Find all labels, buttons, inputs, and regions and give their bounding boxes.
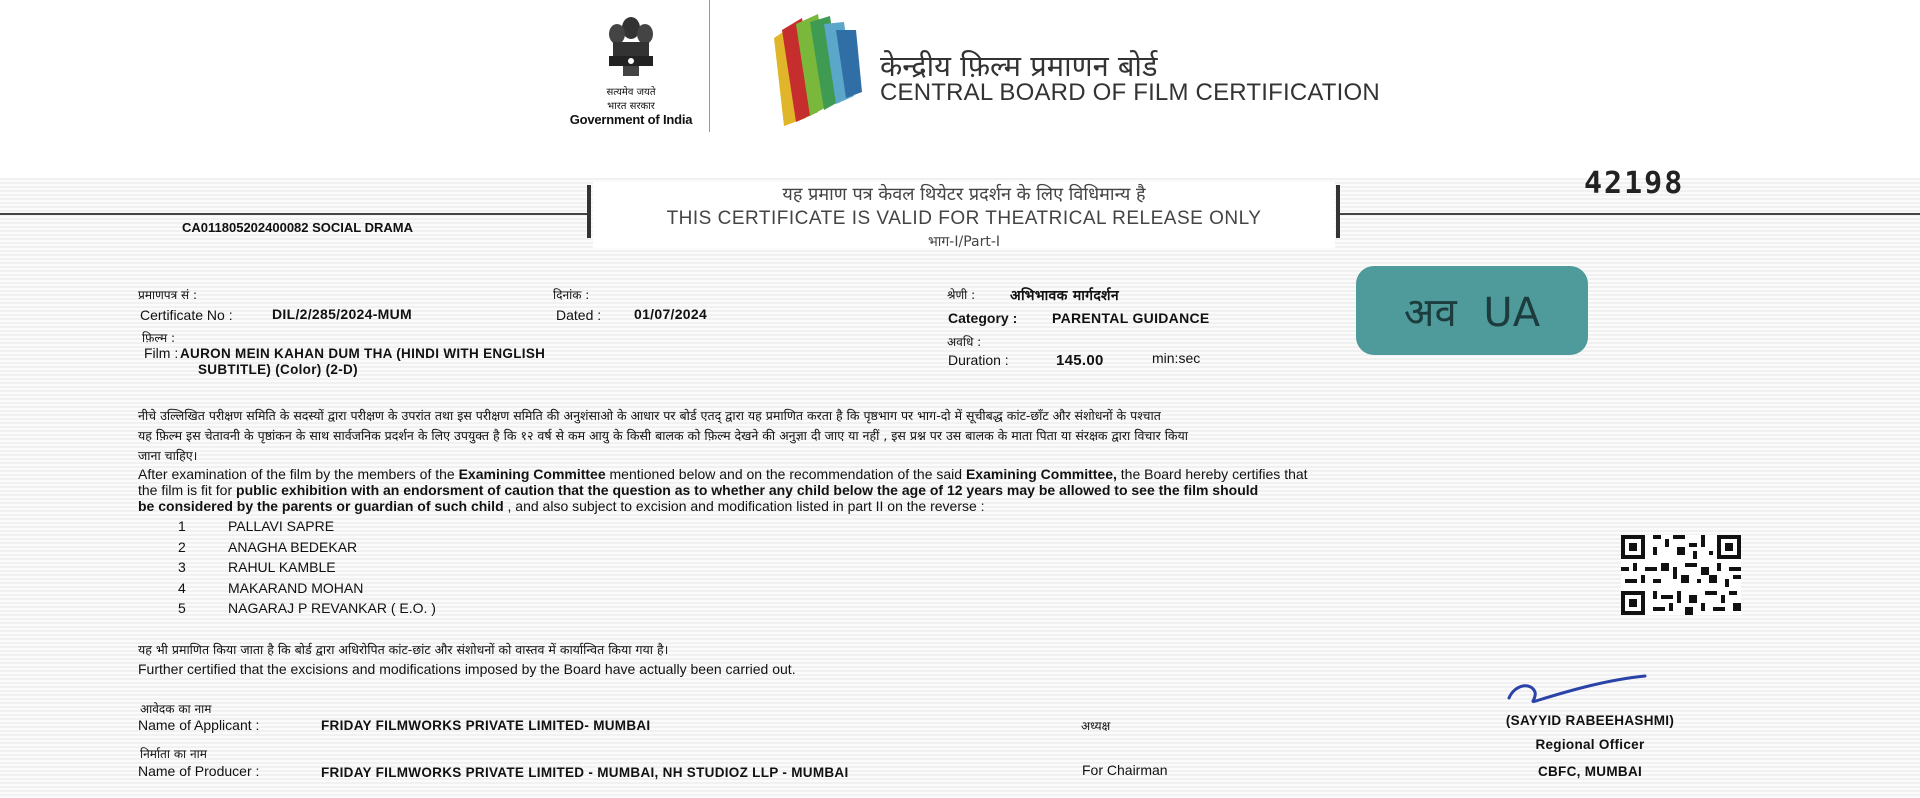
rule-right xyxy=(1338,213,1920,215)
certification-english xyxy=(138,466,1720,514)
chairman-english: For Chairman xyxy=(1082,762,1168,778)
validity-part: भाग-I/Part-I xyxy=(927,234,1001,250)
reference-line: CA011805202400082 SOCIAL DRAMA xyxy=(182,220,413,235)
list-item xyxy=(178,600,436,621)
list-item xyxy=(178,518,436,539)
board-name-english: CENTRAL BOARD OF FILM CERTIFICATION xyxy=(880,79,1380,106)
qr-code-icon xyxy=(1621,534,1741,616)
date-label: Dated : xyxy=(556,307,602,323)
cert-en-3a: be considered by the parents or guardian of such child xyxy=(138,498,504,514)
film-title-line1: AURON MEIN KAHAN DUM THA (HINDI WITH ENGLISH xyxy=(180,346,546,361)
producer-label: Name of Producer : xyxy=(138,763,260,779)
government-emblem xyxy=(566,12,696,127)
member-name: NAGARAJ P REVANKAR ( E.O. ) xyxy=(228,600,436,616)
category-value: PARENTAL GUIDANCE xyxy=(1052,310,1210,326)
category-label-hindi: श्रेणी : xyxy=(947,288,976,302)
duration-label: Duration : xyxy=(948,352,1009,368)
cert-en-1d: Examining Committee, xyxy=(965,466,1117,482)
certification-hindi-line3: जाना चाहिए। xyxy=(138,448,198,463)
validity-box xyxy=(593,182,1335,248)
further-certified-english: Further certified that the excisions and modifications imposed by the Board have actually been carried out. xyxy=(138,661,796,677)
signature-icon xyxy=(1505,670,1665,710)
member-name: RAHUL KAMBLE xyxy=(228,559,336,575)
date-value: 01/07/2024 xyxy=(634,306,708,322)
member-number: 1 xyxy=(178,518,186,534)
certificate-serial: 42198 xyxy=(1584,166,1685,201)
duration-unit: min:sec xyxy=(1152,350,1201,366)
certification-hindi-line1: नीचे उल्लिखित परीक्षण समिति के सदस्यों द्वारा परीक्षण के उपरांत तथा इस परीक्षण समिति की अनुशंसाओ के आधार पर बोर्ड एतद् द्वारा यह प्रमाणित करता है कि पृष्ठभाग पर भाग-दो में सूचीबद्ध कांट-छाँट और संशोधनों के पश्चात xyxy=(138,408,1161,423)
cert-no-value: DIL/2/285/2024-MUM xyxy=(272,306,413,322)
cert-en-1c: mentioned below and on the recommendation of the said xyxy=(605,466,966,482)
signatory-title: Regional Officer xyxy=(1535,737,1645,752)
validity-bar-left xyxy=(587,185,591,238)
validity-hindi: यह प्रमाण पत्र केवल थियेटर प्रदर्शन के लिए विधिमान्य है xyxy=(782,184,1146,205)
film-title-line2: SUBTITLE) (Color) (2-D) xyxy=(198,362,358,377)
member-name: PALLAVI SAPRE xyxy=(228,518,335,534)
signatory-name: (SAYYID RABEEHASHMI) xyxy=(1505,713,1675,728)
cbfc-logo-icon xyxy=(762,8,872,132)
producer-value: FRIDAY FILMWORKS PRIVATE LIMITED - MUMBAI, NH STUDIOZ LLP - MUMBAI xyxy=(321,765,849,780)
certification-hindi-line2: यह फ़िल्म इस चेतावनी के पृष्ठांकन के साथ सार्वजनिक प्रदर्शन के लिए उपयुक्त है कि १२ वर्ष से कम आयु के किसी बालक को फ़िल्म देखने की अनुज्ञा दी जाए या नहीं , इस प्रश्न पर उस बालक के माता पिता या संरक्षक द्वारा विचार किया xyxy=(138,428,1189,443)
board-name-hindi: केन्द्रीय फ़िल्म प्रमाणन बोर्ड xyxy=(880,49,1158,83)
member-number: 2 xyxy=(178,538,186,555)
emblem-hindi: भारत सरकार xyxy=(607,101,655,112)
member-name: ANAGHA BEDEKAR xyxy=(228,538,358,555)
lion-capital-icon xyxy=(601,12,661,82)
list-item xyxy=(178,559,436,580)
cert-no-label-hindi: प्रमाणपत्र सं : xyxy=(138,288,198,302)
cert-en-2a: the film is fit for xyxy=(138,482,237,498)
applicant-value: FRIDAY FILMWORKS PRIVATE LIMITED- MUMBAI xyxy=(321,718,651,733)
applicant-label-hindi: आवेदक का नाम xyxy=(140,702,212,716)
cert-en-1a: After examination of the film by the members of the xyxy=(138,466,459,482)
list-item xyxy=(178,580,436,601)
category-value-hindi: अभिभावक मार्गदर्शन xyxy=(1010,288,1119,304)
member-number: 4 xyxy=(178,579,186,596)
cert-en-1e: the Board hereby certifies that xyxy=(1116,466,1308,482)
applicant-label: Name of Applicant : xyxy=(138,717,260,733)
government-label: Government of India xyxy=(569,112,693,127)
member-number: 5 xyxy=(178,600,186,616)
further-certified-hindi: यह भी प्रमाणित किया जाता है कि बोर्ड द्वारा अधिरोपित कांट-छांट और संशोधनों को वास्तव में कार्यान्वित किया गया है। xyxy=(138,642,669,657)
film-label: Film : xyxy=(144,345,179,361)
cert-en-1b: Examining Committee xyxy=(458,466,606,482)
rating-badge: अव UA xyxy=(1356,266,1588,355)
film-label-hindi: फ़िल्म : xyxy=(142,331,176,345)
cert-en-2b: public exhibition with an endorsment of caution that the question as to whether any child below the age of 12 years may be allowed to see the film should xyxy=(236,482,1259,498)
category-label: Category : xyxy=(948,310,1018,326)
member-name: MAKARAND MOHAN xyxy=(228,579,364,596)
signatory-office: CBFC, MUMBAI xyxy=(1537,764,1643,779)
member-number: 3 xyxy=(178,559,186,575)
duration-value: 145.00 xyxy=(1056,352,1104,369)
validity-english: THIS CERTIFICATE IS VALID FOR THEATRICAL RELEASE ONLY xyxy=(666,208,1262,229)
emblem-motto: सत्यमेव जयते xyxy=(606,87,656,98)
rule-left xyxy=(0,213,588,215)
duration-label-hindi: अवधि : xyxy=(947,335,982,349)
header-divider xyxy=(709,0,710,132)
producer-label-hindi: निर्माता का नाम xyxy=(140,747,207,761)
cert-no-label: Certificate No : xyxy=(140,307,233,323)
list-item xyxy=(178,539,436,560)
validity-bar-right xyxy=(1336,185,1340,238)
date-label-hindi: दिनांक : xyxy=(553,288,590,302)
committee-members xyxy=(178,518,436,621)
chairman-hindi: अध्यक्ष xyxy=(1081,719,1111,733)
cert-en-3b: , and also subject to excision and modification listed in part II on the reverse : xyxy=(503,498,985,514)
